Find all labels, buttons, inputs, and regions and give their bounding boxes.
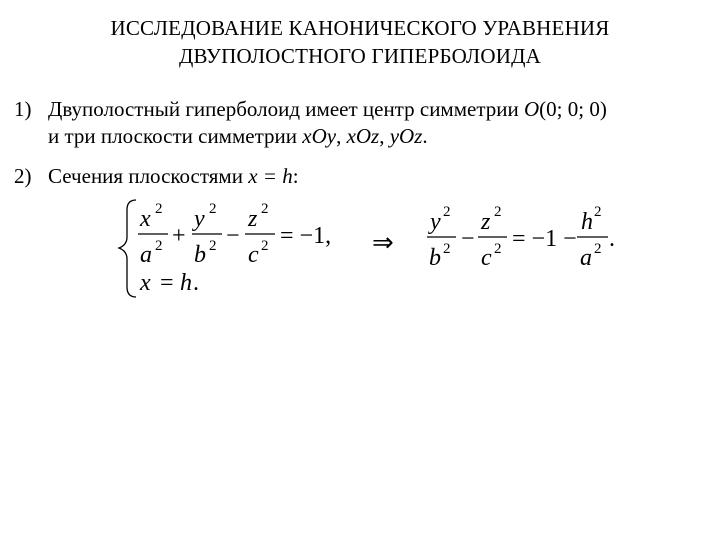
equation-1-rhs: = −1, [280, 223, 332, 249]
res-mid: = −1 − [512, 226, 577, 252]
system-brace [119, 200, 136, 297]
sep-1: , [336, 124, 347, 148]
res-frac1-den-exp: 2 [443, 241, 451, 257]
section-condition: x = h [248, 164, 293, 188]
res-minus: − [461, 226, 475, 252]
res-frac2-den: c [481, 245, 492, 271]
res-frac3-num: h [581, 209, 593, 235]
item1-number: 1) [14, 97, 32, 121]
frac1-num: x [140, 206, 151, 232]
sep-2: , [379, 124, 390, 148]
res-frac2-num: z [481, 209, 491, 235]
minus-sign: − [226, 223, 240, 249]
frac3-den: c [248, 242, 259, 268]
eq2-op: = [160, 270, 174, 296]
res-frac1-num-exp: 2 [443, 204, 451, 220]
plane-xoy: xOy [302, 124, 337, 148]
item1-text: Двуполостный гиперболоид имеет центр симметрии [48, 97, 524, 121]
plane-xoz: xOz [346, 124, 380, 148]
center-letter: O [524, 97, 540, 121]
frac3-den-exp: 2 [261, 238, 269, 254]
center-coords: (0; 0; 0) [539, 97, 607, 121]
implies-arrow: ⇒ [372, 228, 394, 257]
item1-planes-text: и три плоскости симметрии [48, 124, 303, 148]
title-line-2: ДВУПОЛОСТНОГО ГИПЕРБОЛОИДА [179, 44, 541, 68]
eq2-end: . [193, 270, 199, 296]
plus-sign: + [172, 223, 186, 249]
eq2-rhs: h [180, 270, 192, 296]
res-frac1-num: y [430, 209, 441, 235]
system-equation-1 [138, 201, 331, 268]
res-end: . [609, 226, 615, 252]
item1-end: . [422, 124, 428, 148]
res-frac3-den: a [580, 245, 592, 271]
res-frac2-num-exp: 2 [494, 204, 502, 220]
frac1-den: a [140, 242, 152, 268]
item2-text: Сечения плоскостями [48, 164, 249, 188]
item2-colon: : [292, 164, 299, 188]
plane-yoz: yOz [389, 124, 423, 148]
system-equation-2 [139, 270, 199, 296]
frac2-den: b [194, 242, 206, 268]
frac2-num-exp: 2 [209, 201, 217, 217]
frac2-num: y [194, 206, 205, 232]
frac3-num-exp: 2 [261, 201, 269, 217]
result-equation [427, 204, 615, 271]
frac2-den-exp: 2 [209, 238, 217, 254]
frac1-den-exp: 2 [155, 238, 163, 254]
item2-number: 2) [14, 164, 32, 188]
res-frac1-den: b [429, 245, 441, 271]
res-frac3-num-exp: 2 [594, 204, 602, 220]
eq2-lhs: x [140, 270, 151, 296]
title-line-1: ИССЛЕДОВАНИЕ КАНОНИЧЕСКОГО УРАВНЕНИЯ [110, 16, 610, 40]
frac1-num-exp: 2 [155, 201, 163, 217]
res-frac3-den-exp: 2 [594, 241, 602, 257]
res-frac2-den-exp: 2 [494, 241, 502, 257]
frac3-num: z [248, 206, 258, 232]
